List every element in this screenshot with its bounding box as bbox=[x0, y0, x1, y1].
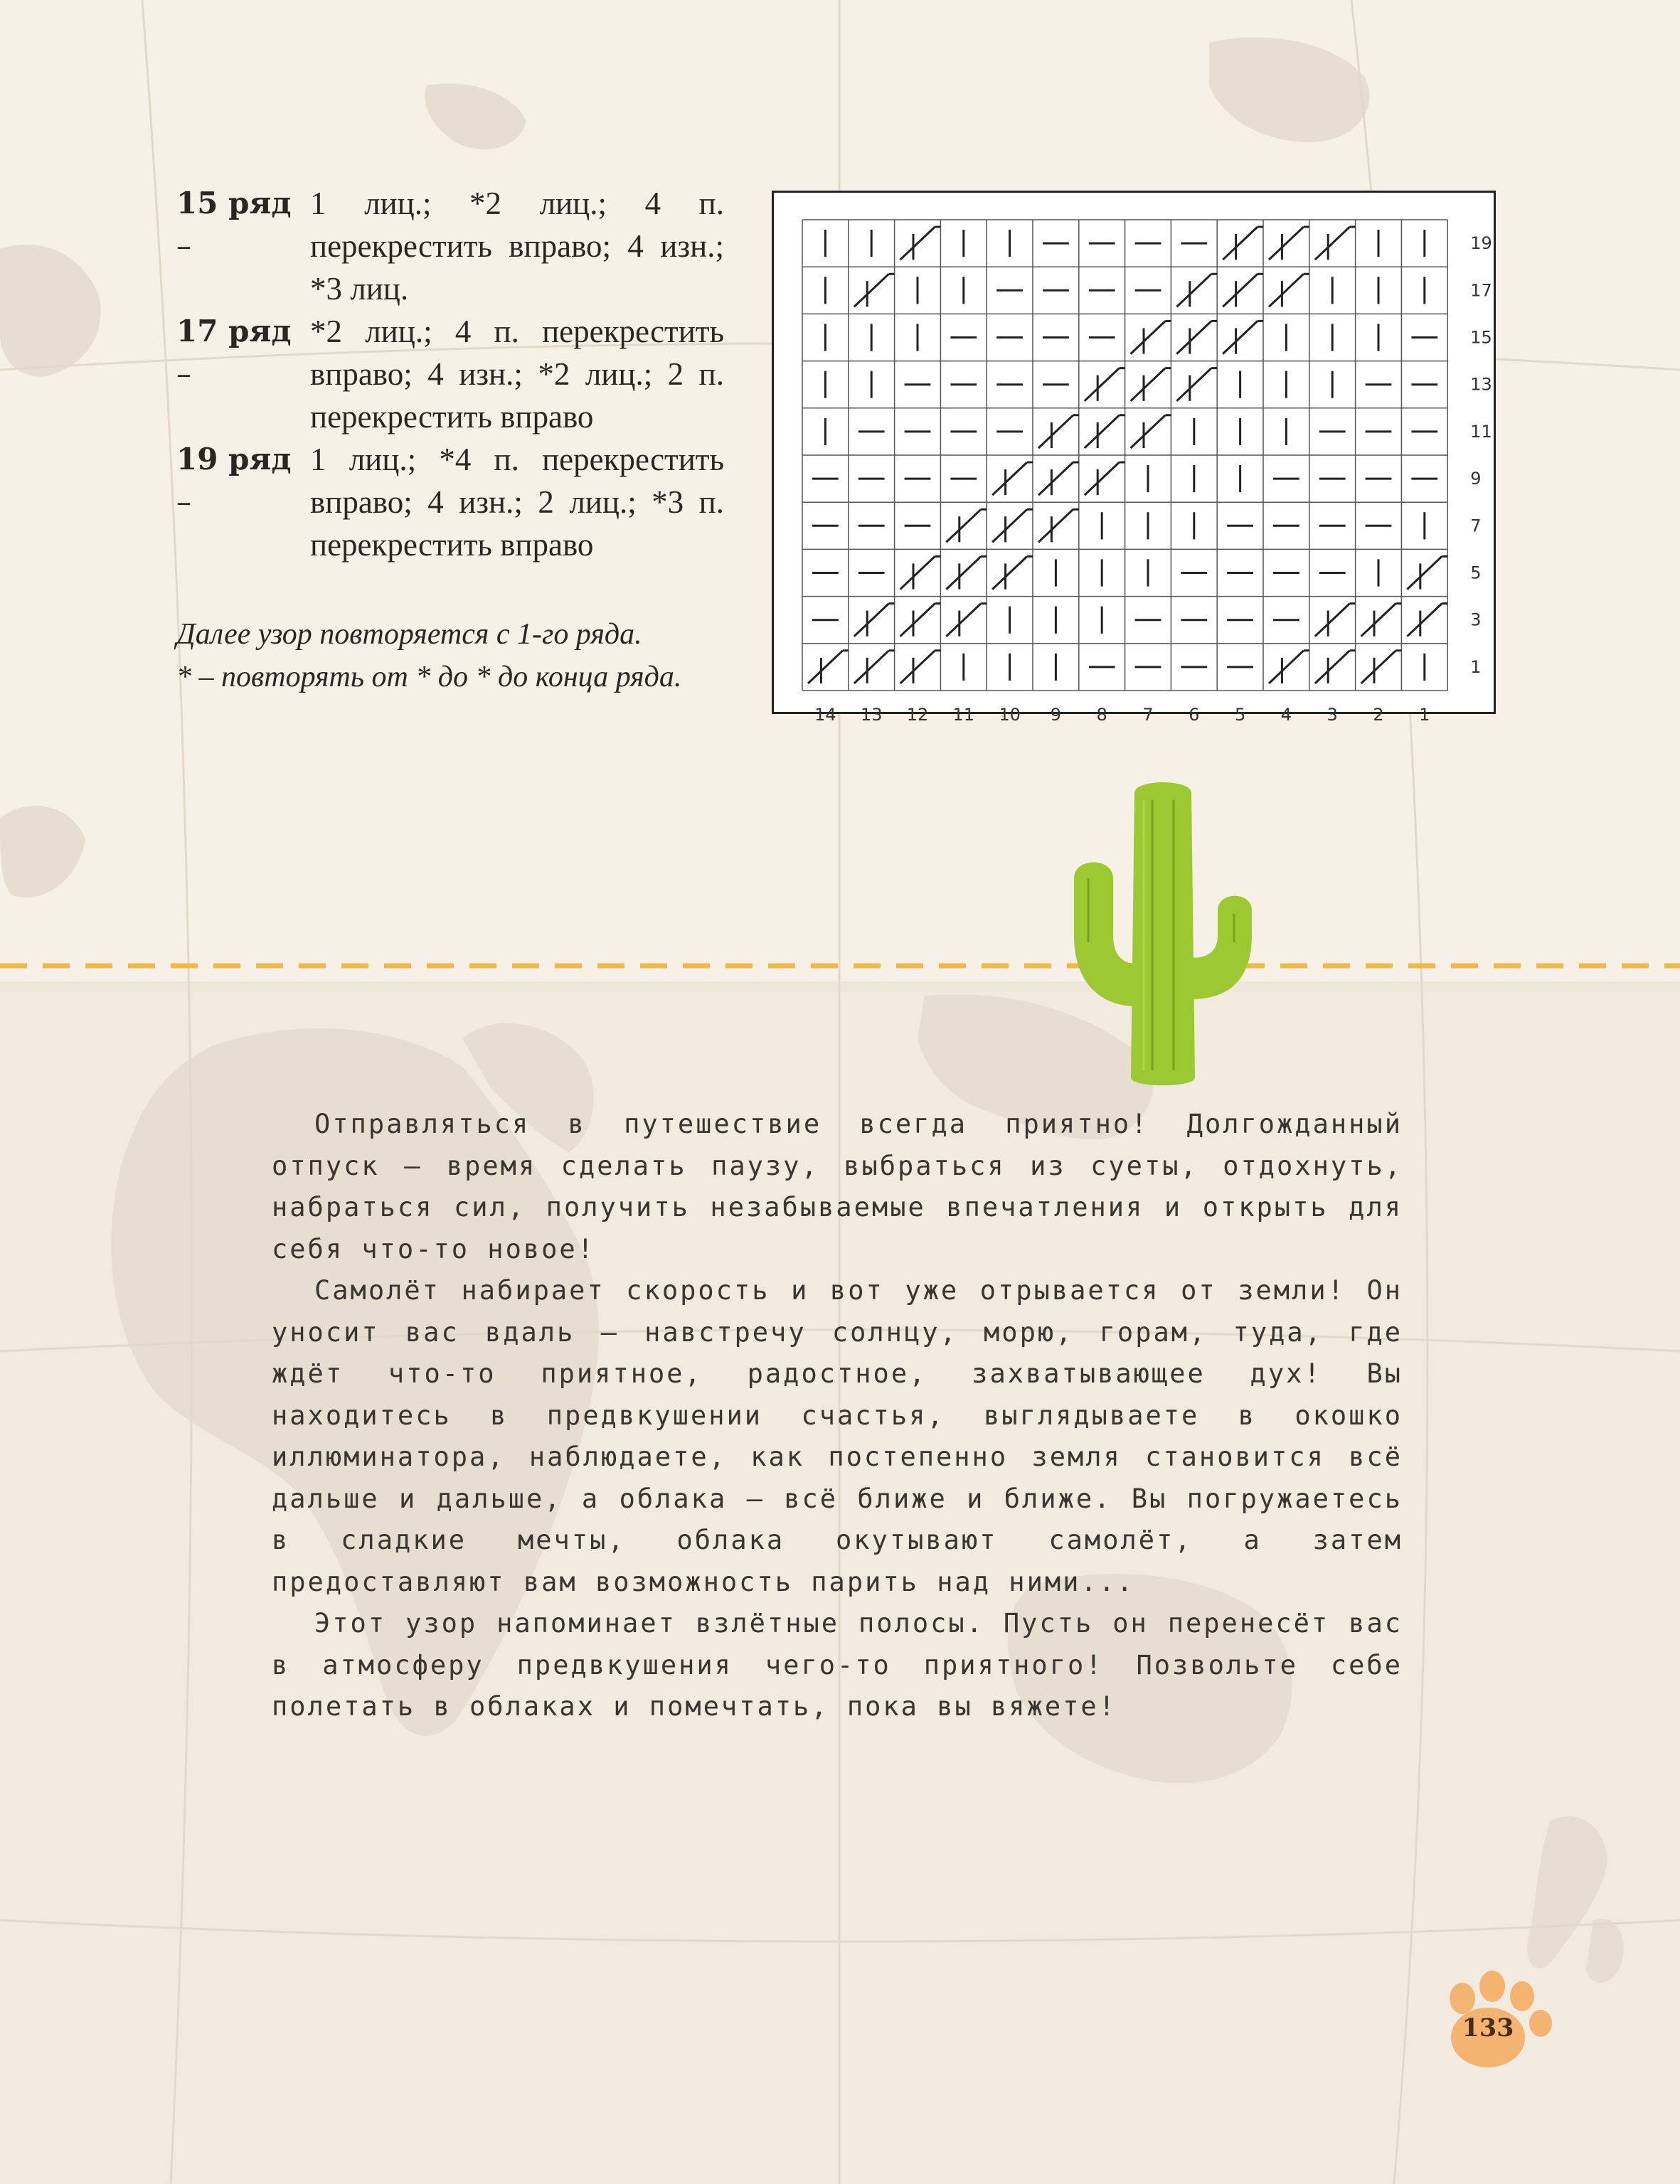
row-number: 17 ряд bbox=[176, 314, 292, 348]
cable-cross-right bbox=[992, 462, 1033, 495]
cable-cross-right bbox=[1131, 415, 1171, 448]
row-label: 11 bbox=[1470, 421, 1492, 442]
cable-cross-right bbox=[1361, 651, 1402, 683]
cable-cross-right bbox=[900, 227, 941, 260]
row-label: 1 bbox=[1470, 656, 1482, 677]
cable-cross-right bbox=[1407, 556, 1447, 589]
column-label: 8 bbox=[1096, 705, 1107, 725]
knitting-chart-grid bbox=[774, 193, 1494, 725]
row-label: 13 bbox=[1470, 374, 1492, 395]
cable-cross-right bbox=[1085, 368, 1125, 401]
cable-cross-right bbox=[808, 651, 849, 683]
column-label: 14 bbox=[814, 705, 836, 725]
column-label: 6 bbox=[1189, 705, 1200, 725]
dashed-divider bbox=[0, 962, 1680, 970]
column-label: 4 bbox=[1280, 705, 1292, 725]
story-paragraph: Отправляться в путешествие всегда приятно! Долгожданный отпуск – время сделать паузу, выбраться из суеты, отдохнуть, набраться сил, получить незабываемые впечатления и открыть для себя что-то новое! bbox=[272, 1109, 1403, 1264]
cable-cross-right bbox=[1361, 604, 1402, 636]
story-text bbox=[272, 1104, 1403, 1728]
cable-cross-right bbox=[1176, 368, 1217, 401]
row-label: 17 bbox=[1470, 280, 1492, 301]
row-instruction: 19 ряд – 1 лиц.; *4 п. перекрестить вправо; 4 изн.; 2 лиц.; *3 п. перекрестить вправо bbox=[176, 438, 724, 566]
row-instruction: 17 ряд – *2 лиц.; 4 п. перекрестить вправо; 4 изн.; *2 лиц.; 2 п. перекрестить вправо bbox=[176, 310, 724, 438]
column-label: 5 bbox=[1234, 705, 1246, 725]
cable-cross-right bbox=[992, 509, 1033, 542]
row-text: 1 лиц.; *4 п. перекрестить вправо; 4 изн.; 2 лиц.; *3 п. перекрестить вправо bbox=[310, 442, 724, 563]
cable-cross-right bbox=[1176, 274, 1217, 307]
cable-cross-right bbox=[1315, 604, 1356, 636]
row-label: 9 bbox=[1470, 469, 1482, 489]
page-number: 133 bbox=[1462, 2013, 1514, 2042]
row-text: 1 лиц.; *2 лиц.; 4 п. перекрестить вправо; 4 изн.; *3 лиц. bbox=[310, 186, 724, 307]
cable-cross-right bbox=[1131, 368, 1171, 401]
column-label: 3 bbox=[1327, 705, 1338, 725]
cable-cross-right bbox=[1223, 274, 1263, 307]
cable-cross-right bbox=[946, 604, 987, 636]
cable-cross-right bbox=[1407, 604, 1447, 636]
row-number: 15 ряд bbox=[176, 186, 292, 220]
cable-cross-right bbox=[946, 556, 987, 589]
cable-cross-right bbox=[1038, 509, 1079, 542]
note-asterisk: * – повторять от * до * до конца ряда. bbox=[176, 661, 682, 693]
note-repeat: Далее узор повторяется с 1-го ряда. bbox=[176, 618, 642, 651]
cable-cross-right bbox=[854, 274, 895, 307]
row-instruction: 15 ряд – 1 лиц.; *2 лиц.; 4 п. перекрестить вправо; 4 изн.; *3 лиц. bbox=[176, 182, 724, 310]
column-label: 13 bbox=[860, 705, 883, 725]
cable-cross-right bbox=[1315, 651, 1356, 683]
cable-cross-right bbox=[1269, 274, 1309, 307]
row-label: 5 bbox=[1470, 563, 1482, 583]
column-label: 10 bbox=[999, 705, 1021, 725]
column-label: 11 bbox=[952, 705, 975, 725]
column-label: 12 bbox=[906, 705, 929, 725]
cable-cross-right bbox=[1223, 227, 1263, 260]
knitting-chart bbox=[772, 191, 1496, 725]
row-label: 15 bbox=[1470, 327, 1492, 348]
story-paragraph: Этот узор напоминает взлётные полосы. Пусть он перенесёт вас в атмосферу предвкушения чего-то приятного! Позвольте себе полетать в облаках и помечтать, пока вы вяжете! bbox=[272, 1608, 1403, 1722]
pattern-notes bbox=[176, 613, 745, 698]
cable-cross-right bbox=[992, 556, 1033, 589]
cable-cross-right bbox=[854, 651, 895, 683]
cable-cross-right bbox=[1269, 651, 1309, 683]
cable-cross-right bbox=[1315, 227, 1356, 260]
cable-cross-right bbox=[1131, 321, 1171, 353]
cable-cross-right bbox=[1085, 462, 1125, 495]
cable-cross-right bbox=[900, 604, 941, 636]
row-number: 19 ряд bbox=[176, 442, 292, 476]
cable-cross-right bbox=[900, 556, 941, 589]
cable-cross-right bbox=[946, 509, 987, 542]
cactus-illustration bbox=[1060, 772, 1266, 1085]
row-label: 7 bbox=[1470, 516, 1482, 536]
cable-cross-right bbox=[1269, 227, 1309, 260]
cable-cross-right bbox=[854, 604, 895, 636]
page-number-badge bbox=[1437, 1966, 1558, 2087]
cable-cross-right bbox=[1223, 321, 1263, 353]
cable-cross-right bbox=[1085, 415, 1125, 448]
cable-cross-right bbox=[1038, 415, 1079, 448]
row-label: 3 bbox=[1470, 609, 1482, 630]
row-label: 19 bbox=[1470, 233, 1492, 254]
column-label: 1 bbox=[1419, 705, 1430, 725]
row-instructions bbox=[176, 182, 724, 566]
column-label: 9 bbox=[1050, 705, 1062, 725]
column-label: 2 bbox=[1373, 705, 1384, 725]
cable-cross-right bbox=[1176, 321, 1217, 353]
cable-cross-right bbox=[900, 651, 941, 683]
cable-cross-right bbox=[1038, 462, 1079, 495]
story-paragraph: Самолёт набирает скорость и вот уже отрывается от земли! Он уносит вас вдаль – навстречу солнцу, морю, горам, туда, где ждёт что-то приятное, радостное, захватывающее дух! Вы находитесь в предвкушении счастья, выглядываете в окошко иллюминатора, наблюдаете, как постепенно земля становится всё дальше и дальше, а облака – всё ближе и ближе. Вы погружаетесь в сладкие мечты, облака окутывают самолёт, а затем предоставляют вам возможность парить над ними... bbox=[272, 1275, 1403, 1597]
row-text: *2 лиц.; 4 п. перекрестить вправо; 4 изн.; *2 лиц.; 2 п. перекрестить вправо bbox=[310, 314, 724, 435]
column-label: 7 bbox=[1142, 705, 1154, 725]
